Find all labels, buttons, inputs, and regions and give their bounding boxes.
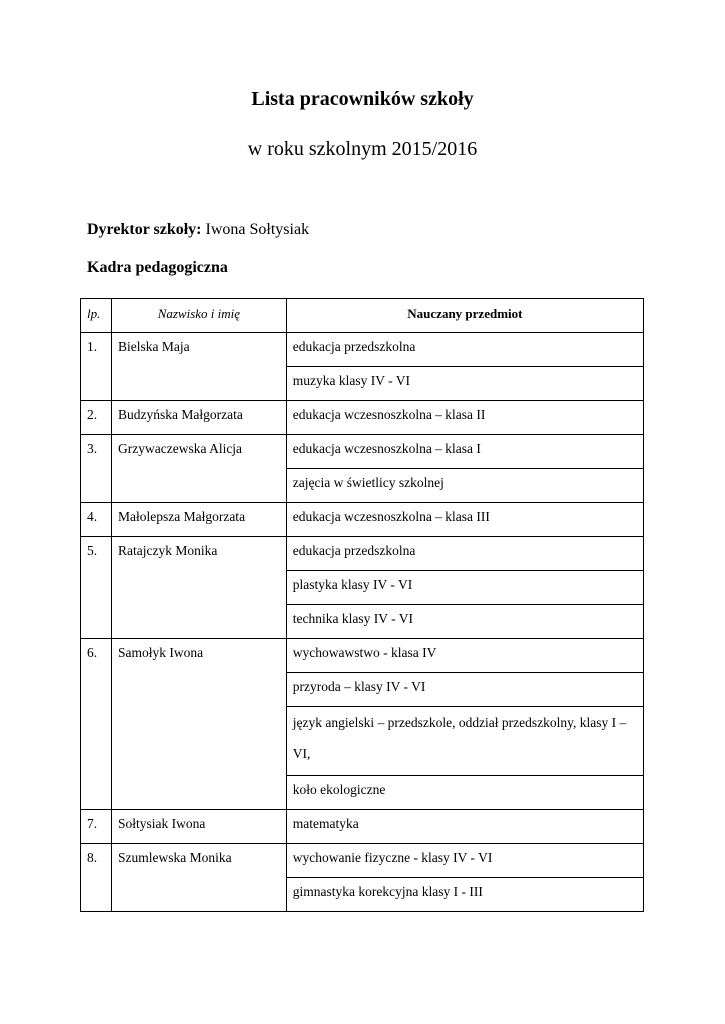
table-row <box>81 844 644 878</box>
cell-subject: wychowanie fizyczne - klasy IV - VI <box>286 844 643 878</box>
cell-name: Ratajczyk Monika <box>111 537 286 639</box>
cell-subject: edukacja wczesnoszkolna – klasa II <box>286 401 643 435</box>
cell-name: Grzywaczewska Alicja <box>111 435 286 503</box>
table-row <box>81 435 644 469</box>
cell-name: Samołyk Iwona <box>111 639 286 810</box>
cell-subject: wychowawstwo - klasa IV <box>286 639 643 673</box>
table-header-row <box>81 299 644 333</box>
cell-name: Sołtysiak Iwona <box>111 810 286 844</box>
cell-subject: przyroda – klasy IV - VI <box>286 673 643 707</box>
table-row <box>81 639 644 673</box>
cell-subject: technika klasy IV - VI <box>286 605 643 639</box>
cell-lp: 2. <box>81 401 112 435</box>
header-subject: Nauczany przedmiot <box>286 299 643 333</box>
cell-subject: edukacja przedszkolna <box>286 537 643 571</box>
header-name: Nazwisko i imię <box>111 299 286 333</box>
table-row <box>81 503 644 537</box>
page-title: Lista pracowników szkoły <box>251 88 474 110</box>
cell-name: Małolepsza Małgorzata <box>111 503 286 537</box>
cell-name: Bielska Maja <box>111 333 286 401</box>
cell-subject: gimnastyka korekcyjna klasy I - III <box>286 878 643 912</box>
table-row <box>81 537 644 571</box>
director-label: Dyrektor szkoły: <box>87 221 202 238</box>
page-subtitle: w roku szkolnym 2015/2016 <box>247 138 478 160</box>
cell-lp: 4. <box>81 503 112 537</box>
table-row <box>81 333 644 367</box>
director-name: Iwona Sołtysiak <box>205 221 310 238</box>
cell-subject: koło ekologiczne <box>286 776 643 810</box>
cell-lp: 7. <box>81 810 112 844</box>
header-lp: lp. <box>81 299 112 333</box>
staff-table-body <box>81 333 644 912</box>
cell-lp: 1. <box>81 333 112 401</box>
table-row <box>81 401 644 435</box>
cell-name: Budzyńska Małgorzata <box>111 401 286 435</box>
cell-lp: 5. <box>81 537 112 639</box>
cell-subject: muzyka klasy IV - VI <box>286 367 643 401</box>
cell-subject: edukacja wczesnoszkolna – klasa III <box>286 503 643 537</box>
cell-lp: 3. <box>81 435 112 503</box>
section-heading: Kadra pedagogiczna <box>87 259 228 276</box>
cell-lp: 8. <box>81 844 112 912</box>
cell-subject: matematyka <box>286 810 643 844</box>
cell-subject: edukacja przedszkolna <box>286 333 643 367</box>
director-line <box>87 221 309 239</box>
staff-table <box>80 298 644 912</box>
cell-name: Szumlewska Monika <box>111 844 286 912</box>
cell-subject: zajęcia w świetlicy szkolnej <box>286 469 643 503</box>
cell-subject: edukacja wczesnoszkolna – klasa I <box>286 435 643 469</box>
cell-lp: 6. <box>81 639 112 810</box>
cell-subject: plastyka klasy IV - VI <box>286 571 643 605</box>
cell-subject: język angielski – przedszkole, oddział przedszkolny, klasy I – VI, <box>286 707 643 776</box>
table-row <box>81 810 644 844</box>
